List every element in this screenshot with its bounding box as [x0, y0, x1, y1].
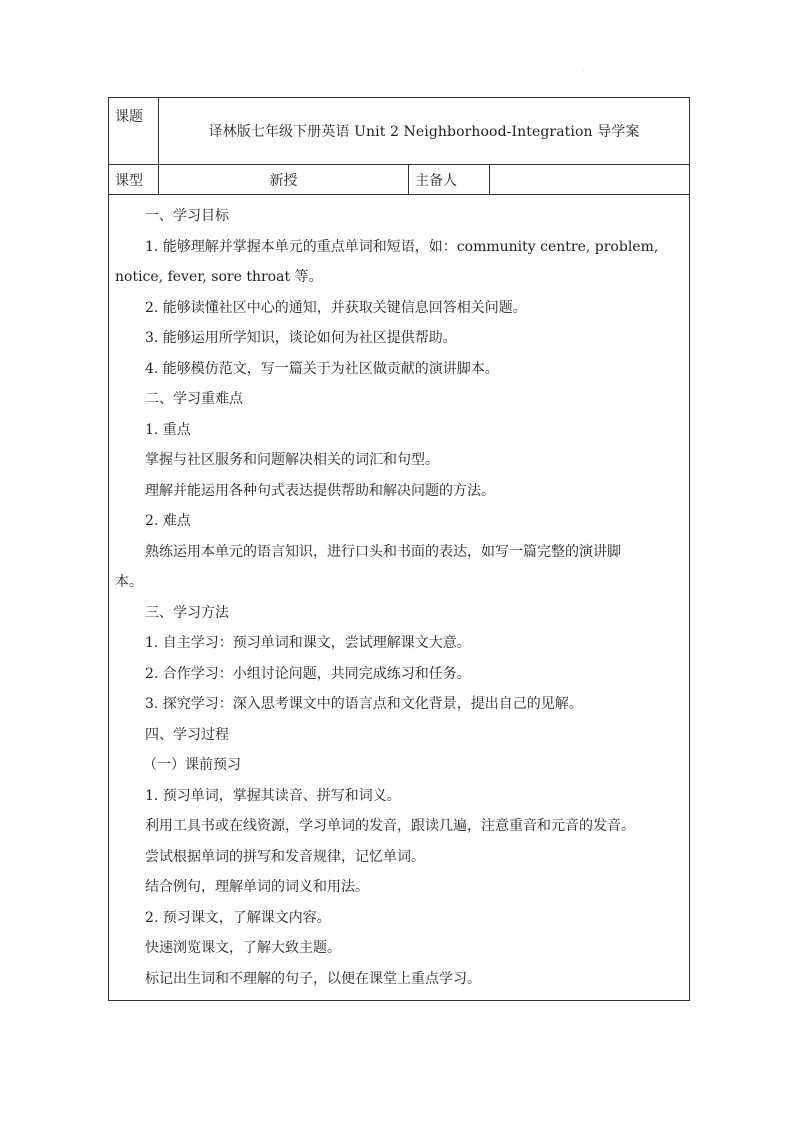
section-heading-process: 四、学习过程: [145, 726, 229, 743]
lesson-title: 译林版七年级下册英语 Unit 2 Neighborhood-Integration 导学案: [159, 98, 690, 165]
objective-1-cont: notice, fever, sore throat 等。: [115, 269, 323, 285]
method-3: 3. 探究学习：深入思考课文中的语言点和文化背景，提出自己的见解。: [145, 696, 583, 712]
preview-step-2-b: 标记出生词和不理解的句子，以便在课堂上重点学习。: [145, 970, 481, 987]
method-1: 1. 自主学习：预习单词和课文，尝试理解课文大意。: [145, 635, 471, 651]
content-row: [109, 195, 690, 1001]
preview-step-2-a: 快速浏览课文，了解大致主题。: [145, 940, 341, 956]
section-heading-key-points: 二、学习重难点: [145, 391, 243, 407]
title-label: 课题: [109, 98, 159, 165]
preview-step-1-b: 尝试根据单词的拼写和发音规律，记忆单词。: [145, 848, 425, 865]
title-row: [109, 98, 690, 165]
preparer-value: [490, 165, 690, 195]
preview-step-1-c: 结合例句，理解单词的词义和用法。: [145, 879, 369, 895]
objective-3: 3. 能够运用所学知识，谈论如何为社区提供帮助。: [145, 330, 457, 346]
key-point-heading: 1. 重点: [145, 421, 191, 438]
objective-1: 1. 能够理解并掌握本单元的重点单词和短语，如：community centre, problem,: [145, 238, 659, 255]
type-value: 新授: [159, 165, 409, 195]
objective-4: 4. 能够模仿范文，写一篇关于为社区做贡献的演讲脚本。: [145, 360, 499, 377]
preview-step-1: 1. 预习单词，掌握其读音、拼写和词义。: [145, 787, 401, 804]
section-heading-objectives: 一、学习目标: [145, 208, 229, 224]
subsection-preview: （一）课前预习: [143, 757, 241, 773]
difficulty-1: 熟练运用本单元的语言知识，进行口头和书面的表达，如写一篇完整的演讲脚: [145, 543, 621, 560]
type-row: [109, 165, 690, 195]
content-cell: [109, 195, 690, 1001]
preview-step-2: 2. 预习课文，了解课文内容。: [145, 909, 331, 926]
key-point-1: 掌握与社区服务和问题解决相关的词汇和句型。: [145, 452, 439, 468]
page-mark: ·: [582, 66, 585, 75]
method-2: 2. 合作学习：小组讨论问题，共同完成练习和任务。: [145, 665, 471, 682]
objective-2: 2. 能够读懂社区中心的通知，并获取关键信息回答相关问题。: [145, 299, 527, 316]
section-heading-methods: 三、学习方法: [145, 604, 229, 621]
lesson-plan-table: [108, 97, 690, 1001]
type-label: 课型: [109, 165, 159, 195]
difficulty-1-cont: 本。: [115, 574, 143, 590]
difficulty-heading: 2. 难点: [145, 513, 191, 529]
preparer-label: 主备人: [409, 165, 490, 195]
key-point-2: 理解并能运用各种句式表达提供帮助和解决问题的方法。: [145, 482, 495, 499]
preview-step-1-a: 利用工具书或在线资源，学习单词的发音，跟读几遍，注意重音和元音的发音。: [145, 818, 635, 834]
